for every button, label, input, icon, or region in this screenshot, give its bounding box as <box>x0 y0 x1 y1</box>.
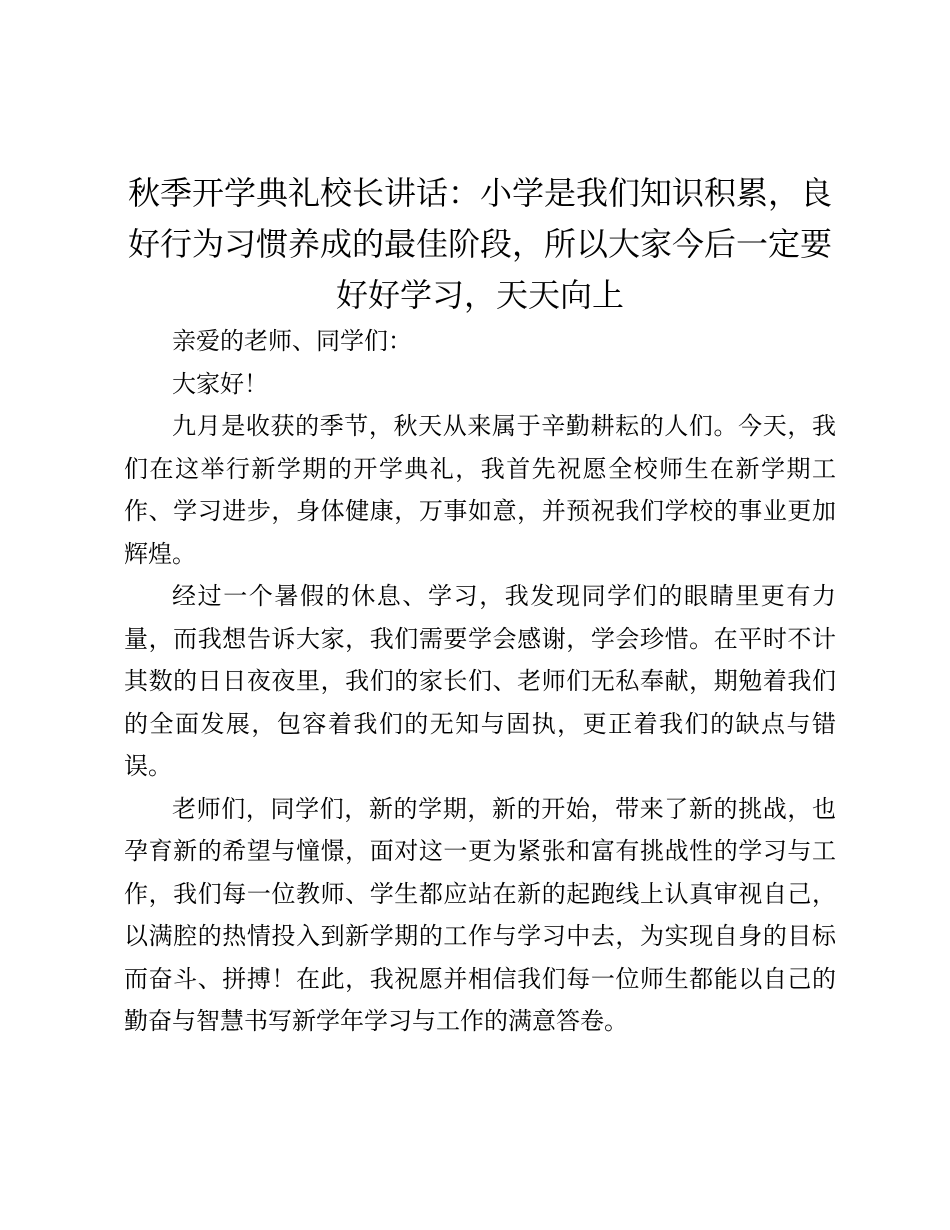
greeting-paragraph: 大家好！ <box>172 369 268 398</box>
body-paragraph-1: 九月是收获的季节，秋天从来属于辛勤耕耘的人们。今天，我们在这举行新学期的开学典礼，我首先祝愿全校师生在新学期工作、学习进步，身体健康，万事如意，并预祝我们学校的事业更加辉煌。 <box>124 412 836 568</box>
body-paragraph-2: 经过一个暑假的休息、学习，我发现同学们的眼睛里更有力量，而我想告诉大家，我们需要学会感谢，学会珍惜。在平时不计其数的日日夜夜里，我们的家长们、老师们无私奉献，期勉着我们的全面发展，包容着我们的无知与固执，更正着我们的缺点与错误。 <box>124 582 836 780</box>
document-body <box>124 320 836 1043</box>
body-paragraph-3: 老师们，同学们，新的学期，新的开始，带来了新的挑战，也孕育新的希望与憧憬，面对这一更为紧张和富有挑战性的学习与工作，我们每一位教师、学生都应站在新的起跑线上认真审视自己，以满腔的热情投入到新学期的工作与学习中去，为实现自身的目标而奋斗、拼搏！在此，我祝愿并相信我们每一位师生都能以自己的勤奋与智慧书写新学年学习与工作的满意答卷。 <box>124 794 836 1035</box>
salutation-paragraph: 亲爱的老师、同学们： <box>172 327 412 355</box>
document-title: 秋季开学典礼校长讲话：小学是我们知识积累，良好行为习惯养成的最佳阶段，所以大家今后一定要好好学习，天天向上 <box>127 174 832 314</box>
